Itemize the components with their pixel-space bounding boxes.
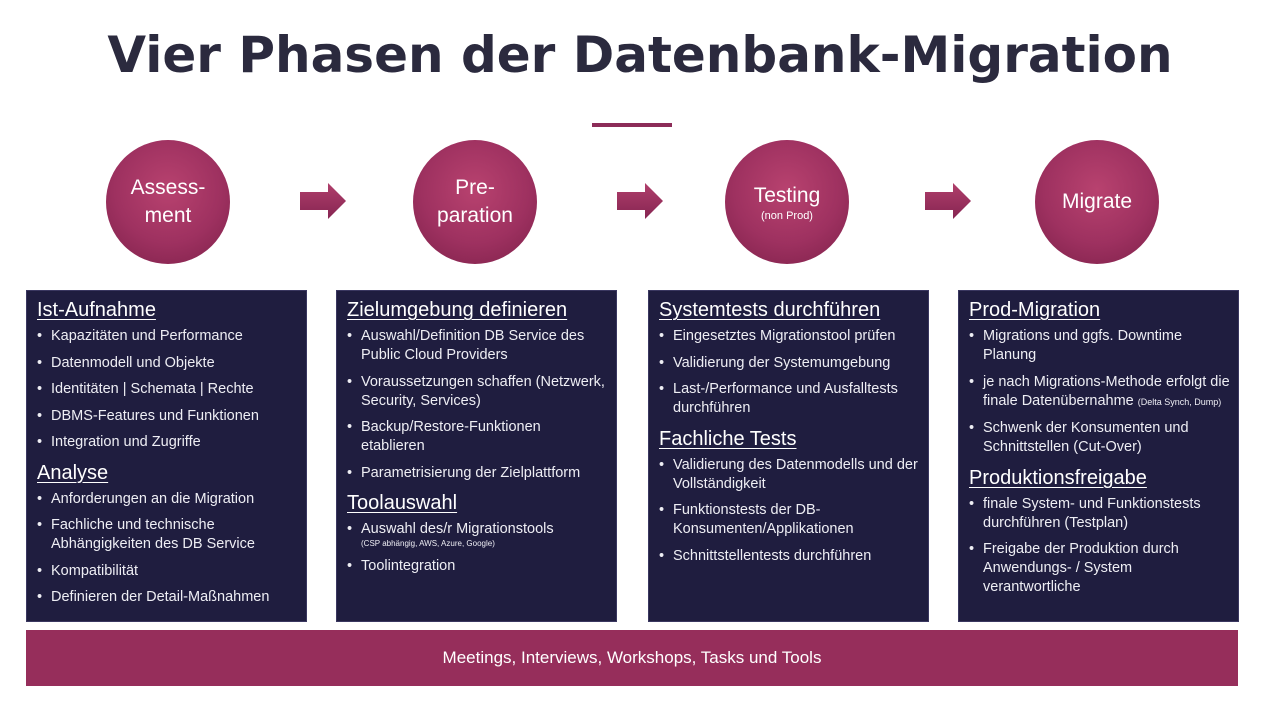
section-list — [969, 495, 1230, 598]
phase-label-line1: Testing — [753, 183, 821, 207]
phase-label-line2: ment — [144, 204, 192, 227]
list-item: • Anforderungen an die Migration — [37, 490, 298, 509]
list-item: • Auswahl des/r Migrationstools (CSP abhängig, AWS, Azure, Google) — [347, 520, 608, 549]
title-underline — [592, 123, 672, 127]
arrow-right-icon — [617, 183, 663, 219]
phase-circle-preparation — [413, 140, 537, 264]
list-item: • Migrations und ggfs. Downtime Planung — [969, 327, 1230, 365]
section-heading: Systemtests durchführen — [659, 299, 881, 321]
page-title: Vier Phasen der Datenbank-Migration — [107, 26, 1173, 84]
section-heading: Produktionsfreigabe — [969, 466, 1147, 489]
section-heading: Zielumgebung definieren — [347, 299, 568, 321]
arrow-right-icon — [300, 183, 346, 219]
phase-box-testing — [648, 290, 929, 622]
list-item: • Parametrisierung der Zielplattform — [347, 464, 608, 483]
phase-circle-assessment — [106, 140, 230, 264]
list-item: • je nach Migrations-Methode erfolgt die finale Datenübernahme (Delta Synch, Dump) — [969, 373, 1230, 412]
section-list — [37, 490, 298, 608]
phase-circle-migrate — [1035, 140, 1159, 264]
section-list — [659, 456, 920, 566]
section-heading: Ist-Aufnahme — [37, 299, 156, 321]
section-list — [347, 327, 608, 483]
section-list — [659, 327, 920, 418]
section-heading: Fachliche Tests — [659, 427, 797, 450]
list-item: • Eingesetztes Migrationstool prüfen — [659, 327, 920, 346]
list-item: • Definieren der Detail-Maßnahmen — [37, 588, 298, 607]
phase-label-sub: (non Prod) — [761, 209, 813, 222]
section-list — [37, 327, 298, 452]
list-item: • Backup/Restore-Funktionen etablieren — [347, 418, 608, 456]
list-item: • Schnittstellentests durchführen — [659, 547, 920, 566]
section-heading: Toolauswahl — [347, 492, 458, 514]
list-item: • Fachliche und technische Abhängigkeiten des DB Service — [37, 516, 298, 554]
list-item: • Voraussetzungen schaffen (Netzwerk, Security, Services) — [347, 373, 608, 411]
list-item: • Funktionstests der DB-Konsumenten/Applikationen — [659, 501, 920, 539]
list-item: • finale System- und Funktionstests durchführen (Testplan) — [969, 495, 1230, 533]
list-item: • Validierung der Systemumgebung — [659, 354, 920, 373]
phase-label-line1: Assess- — [130, 176, 206, 199]
footer-text: Meetings, Interviews, Workshops, Tasks und Tools — [442, 648, 822, 667]
list-item: • Datenmodell und Objekte — [37, 354, 298, 373]
phase-box-preparation — [336, 290, 617, 622]
list-item: • Auswahl/Definition DB Service des Public Cloud Providers — [347, 327, 608, 365]
arrow-right-icon — [925, 183, 971, 219]
list-item: • Toolintegration — [347, 557, 608, 576]
list-item: • Identitäten | Schemata | Rechte — [37, 380, 298, 399]
phase-box-migrate — [958, 290, 1239, 622]
list-item: • Kapazitäten und Performance — [37, 327, 298, 346]
section-list — [347, 520, 608, 576]
list-item: • Schwenk der Konsumenten und Schnittstellen (Cut-Over) — [969, 419, 1230, 457]
phase-label-line2: paration — [437, 204, 513, 227]
list-item: • DBMS-Features und Funktionen — [37, 407, 298, 426]
phase-label-line1: Pre- — [455, 176, 495, 199]
list-item: • Last-/Performance und Ausfalltests durchführen — [659, 380, 920, 418]
section-heading: Analyse — [37, 461, 109, 484]
phase-circle-testing — [725, 140, 849, 264]
list-item: • Integration und Zugriffe — [37, 433, 298, 452]
list-item: • Kompatibilität — [37, 562, 298, 581]
section-list — [969, 327, 1230, 457]
footer-banner — [26, 630, 1238, 686]
list-item: • Freigabe der Produktion durch Anwendungs- / System verantwortliche — [969, 540, 1230, 597]
section-heading: Prod-Migration — [969, 299, 1101, 321]
phase-box-assessment — [26, 290, 307, 622]
phase-label-line1: Migrate — [1061, 190, 1133, 213]
list-item: • Validierung des Datenmodells und der Vollständigkeit — [659, 456, 920, 494]
